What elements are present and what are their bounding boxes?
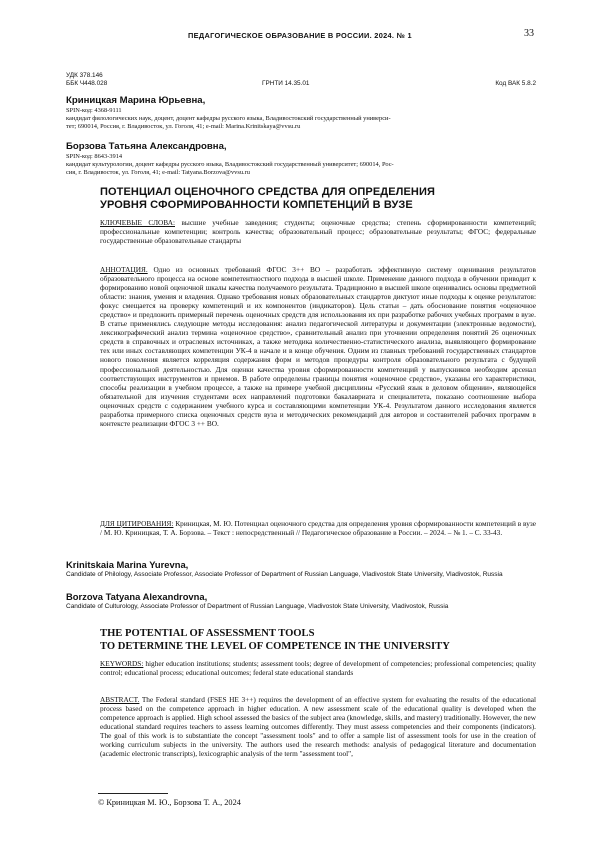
page-number: 33 [524,28,534,39]
udk-code: УДК 378.146 [66,72,103,79]
author-affiliation: Candidate of Culturology, Associate Professor of Department of Russian Language, Vladivostok State University, Vladivostok, Russia [66,603,449,610]
en-author-2 [66,591,536,611]
bbk-code: ББК Ч448.028 [66,80,108,87]
citation-text: Криницкая, М. Ю. Потенциал оценочного средства для определения уровня сформированности компетенций в вузе / М. Ю. Криницкая, Т. А. Борзова. – Текст : непосредственный // Педагогическое образование в России. – 2024. – № 1. – С. 33-43. [100,519,536,538]
keywords-ru [100,218,536,245]
author-spin: SPIN-код: 4368-9111 [66,107,122,114]
citation-label: ДЛЯ ЦИТИРОВАНИЯ: [100,519,174,528]
author-name: Borzova Tatyana Alexandrovna, [66,591,208,602]
title-line: УРОВНЯ СФОРМИРОВАННОСТИ КОМПЕТЕНЦИЙ В ВУЗЕ [100,199,413,211]
author-name: Борзова Татьяна Александровна, [66,141,227,152]
author-name: Krinitskaia Marina Yurevna, [66,559,189,570]
keywords-label: КЛЮЧЕВЫЕ СЛОВА: [100,218,175,227]
running-header: ПЕДАГОГИЧЕСКОЕ ОБРАЗОВАНИЕ В РОССИИ. 2024. № 1 [188,31,412,40]
citation-ru [100,519,536,537]
abstract-label: ABSTRACT. [100,695,140,704]
abstract-text: Одно из основных требований ФГОС 3++ ВО – разработать эффективную систему оценивания результатов образовательного процесса на основе компетентностного подхода в высшей школе. Применение данного подхода в обучении приводит к формированию новой оценочной шкалы качества получаемого результата. Традиционно в высшей школе оценивались основы предметной области: знания, умения и владения. Однако требования новых образовательных стандартов диктуют иные подходы к оценке результатов: фокус смещается на проверку компетенций и их компонентов (индикаторов). Цель статьи – дать обоснование понятия «оценочное средство» и предложить примерный перечень оценочных средств для использования их при разработке рабочих учебных программ в вузе. В статье применялись следующие методы исследования: анализ педагогической литературы и документации (электронные ведомости), лексикографический анализ термина «оценочное средство», сравнительный анализ при уточнении определения понятий 26 оценочных средств в справочных и отраслевых источниках, а также методика количественно-статистического анализа, выявляющего формирование тех или иных составляющих компетенции УК-4 в начале и в конце обучения. Одним из главных требований государственных стандартов нового поколения является корреляция содержания форм и методов процедуры контроля образовательного результата с будущей профессиональной деятельностью. Для оценки качества уровня сформированности компетенций у выпускников необходим арсенал соответствующих инструментов и приемов. В работе определены границы понятия «оценочное средство», указаны его характеристики, способы реализации в учебном процессе, а также на примере учебной дисциплины «Русский язык в деловом общении», являющейся обязательной для изучения студентами всех направлений подготовки бакалавриата и специалитета, показано соотношение выбора оценочных средств с содержанием учебного курса и составляющими компетенции УК-4. Результатом данного исследования является разработка примерного списка оценочных средств вуза и методических рекомендаций для авторов и составителей рабочих программ в контексте реализации ФГОС 3 ++ ВО. [100,265,536,428]
footer-divider [98,793,168,794]
abstract-ru [100,265,536,428]
keywords-en [100,659,536,677]
author-affiliation: Candidate of Philology, Associate Professor, Associate Professor of Department of Russian Language, Vladivostok State University, Vladivostok, Russia [66,571,503,578]
abstract-text: The Federal standard (FSES HE 3++) requires the development of an effective system for evaluating the results of the educational process based on the competence approach in higher education. A new assessment scale of the educational quality is developed when the competence approach is applied. High school assessed the basics of the subject area (knowledge, skills, and mastery) traditionally. However, the new educational standard requires teachers to assess learning outcomes differently. They must assess competencies and their components (indicators). The goal of this work is to substantiate the concept "assessment tools" and to offer a sample list of assessment tools for use in the creation of working curriculum subjects in the university. The authors used the research methods: analysis of pedagogical literature and documentation (academic electronic transcripts), lexicographic analysis of the term "assessment tool", [100,695,536,759]
ru-author-2 [66,141,536,177]
keywords-text: higher education institutions; students; assessment tools; degree of development of competencies; professional competencies; quality control; educational process; educational outcomes; federal state educational standards [100,659,536,678]
vak-code: Код ВАК 5.8.2 [495,80,536,87]
keywords-label: KEYWORDS: [100,659,144,668]
author-affiliation-cont: тет; 690014, Россия, г. Владивосток, ул. Гоголя, 41; e-mail: Marina.Krinitskaya@vvsu.ru [66,123,301,130]
en-author-1 [66,559,536,579]
author-affiliation: кандидат культурологии, доцент кафедры русского языка, Владивостокский государственный университет; 690014, Рос- [66,161,394,168]
copyright: © Криницкая М. Ю., Борзова Т. А., 2024 [98,798,241,807]
title-line: ПОТЕНЦИАЛ ОЦЕНОЧНОГО СРЕДСТВА ДЛЯ ОПРЕДЕЛЕНИЯ [100,186,435,198]
abstract-label: АННОТАЦИЯ. [100,265,148,274]
author-affiliation: кандидат филологических наук, доцент, доцент кафедры русского языка, Владивостокский государственный универси- [66,115,391,122]
article-title-en [100,627,536,653]
author-affiliation-cont: сия, г. Владивосток, ул. Гоголя, 41; e-mail: Tatyana.Borzova@vvsu.ru [66,169,250,176]
abstract-en [100,695,536,758]
author-name: Криницкая Марина Юрьевна, [66,95,206,106]
grnti-code: ГРНТИ 14.35.01 [262,80,310,87]
article-title-ru [100,186,520,212]
ru-author-1 [66,95,536,131]
title-line: THE POTENTIAL OF ASSESSMENT TOOLS [100,628,315,639]
author-spin: SPIN-код: 8643-3914 [66,153,123,160]
title-line: TO DETERMINE THE LEVEL OF COMPETENCE IN THE UNIVERSITY [100,641,450,652]
keywords-text: высшие учебные заведения; студенты; оценочные средства; степень сформированности компетенций; профессиональные компетенции; контроль качества; образовательный процесс; образовательные результаты; ФГОС; федеральные государственные образовательные стандарты [100,218,536,246]
